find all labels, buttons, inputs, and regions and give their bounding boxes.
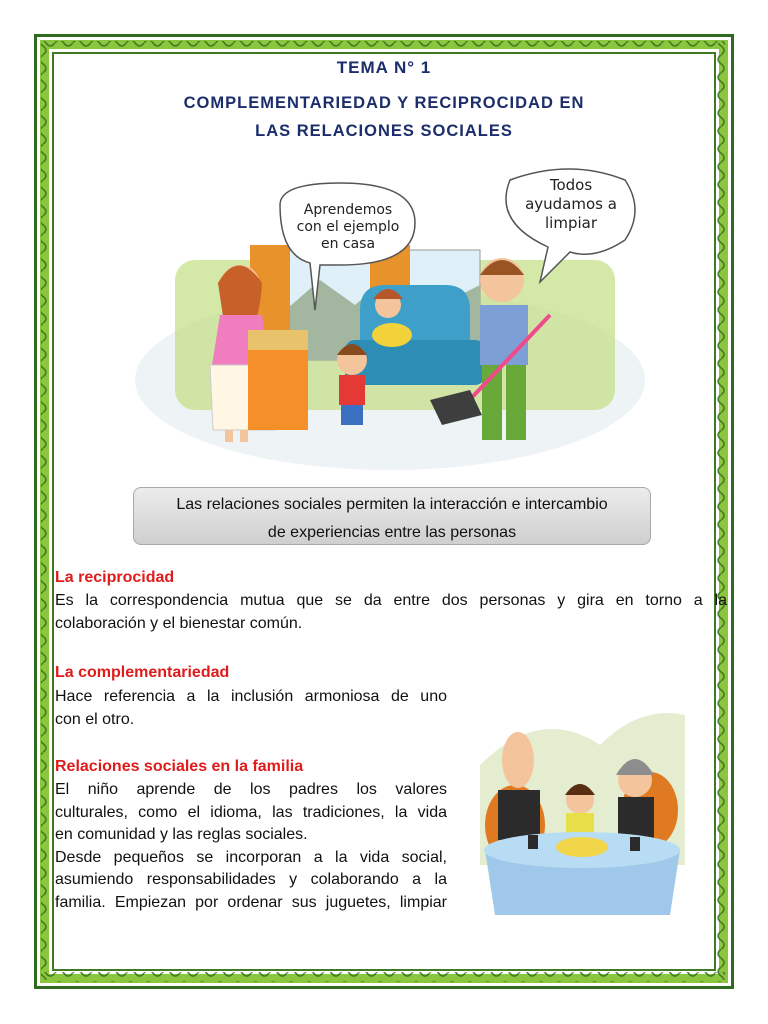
paragraph-complementariedad: [55, 686, 447, 731]
bubble-left-line3: en casa: [320, 236, 376, 252]
familia-line3: en comunidad y las reglas sociales.: [55, 826, 308, 843]
page-title-line1: COMPLEMENTARIEDAD Y RECIPROCIDAD EN: [183, 94, 585, 112]
bubble-left-line1: Aprendemos: [303, 202, 393, 218]
reciprocidad-line1: Es la correspondencia mutua que se da entre dos personas y gira en torno a la: [55, 592, 727, 609]
familia-line4: Desde pequeños se incorporan a la vida social,: [55, 848, 447, 866]
callout-line1: Las relaciones sociales permiten la interacción e intercambio: [176, 496, 608, 513]
familia-line6: familia. Empiezan por ordenar sus juguetes, limpiar: [55, 893, 447, 911]
bubble-right-line3: limpiar: [545, 214, 597, 232]
familia-line5: asumiendo responsabilidades y colaborando a la: [55, 871, 447, 888]
paragraph-familia: [55, 779, 447, 914]
heading-complementariedad: La complementariedad: [55, 664, 230, 681]
bubble-left-line2: con el ejemplo: [296, 219, 400, 235]
info-callout-box: [133, 487, 651, 545]
paragraph-reciprocidad: [55, 590, 727, 635]
bubble-right-line2: ayudamos a: [525, 195, 617, 213]
heading-familia: Relaciones sociales en la familia: [55, 758, 304, 775]
family-table-illustration: [470, 705, 692, 925]
reciprocidad-line2: colaboración y el bienestar común.: [55, 614, 303, 632]
bubble-right-line1: Todos: [549, 176, 593, 194]
familia-line1: El niño aprende de los padres los valores: [55, 781, 447, 798]
familia-line2: culturales, como el idioma, las tradiciones, la vida: [55, 803, 447, 821]
complementariedad-line1: Hace referencia a la inclusión armoniosa de uno: [55, 688, 447, 705]
heading-reciprocidad: La reciprocidad: [55, 569, 175, 586]
family-cleaning-illustration: [130, 165, 650, 475]
tema-label: TEMA N° 1: [336, 58, 432, 77]
page-title-line2: LAS RELACIONES SOCIALES: [255, 122, 513, 140]
callout-line2: de experiencias entre las personas: [267, 524, 517, 541]
complementariedad-line2: con el otro.: [55, 710, 135, 728]
